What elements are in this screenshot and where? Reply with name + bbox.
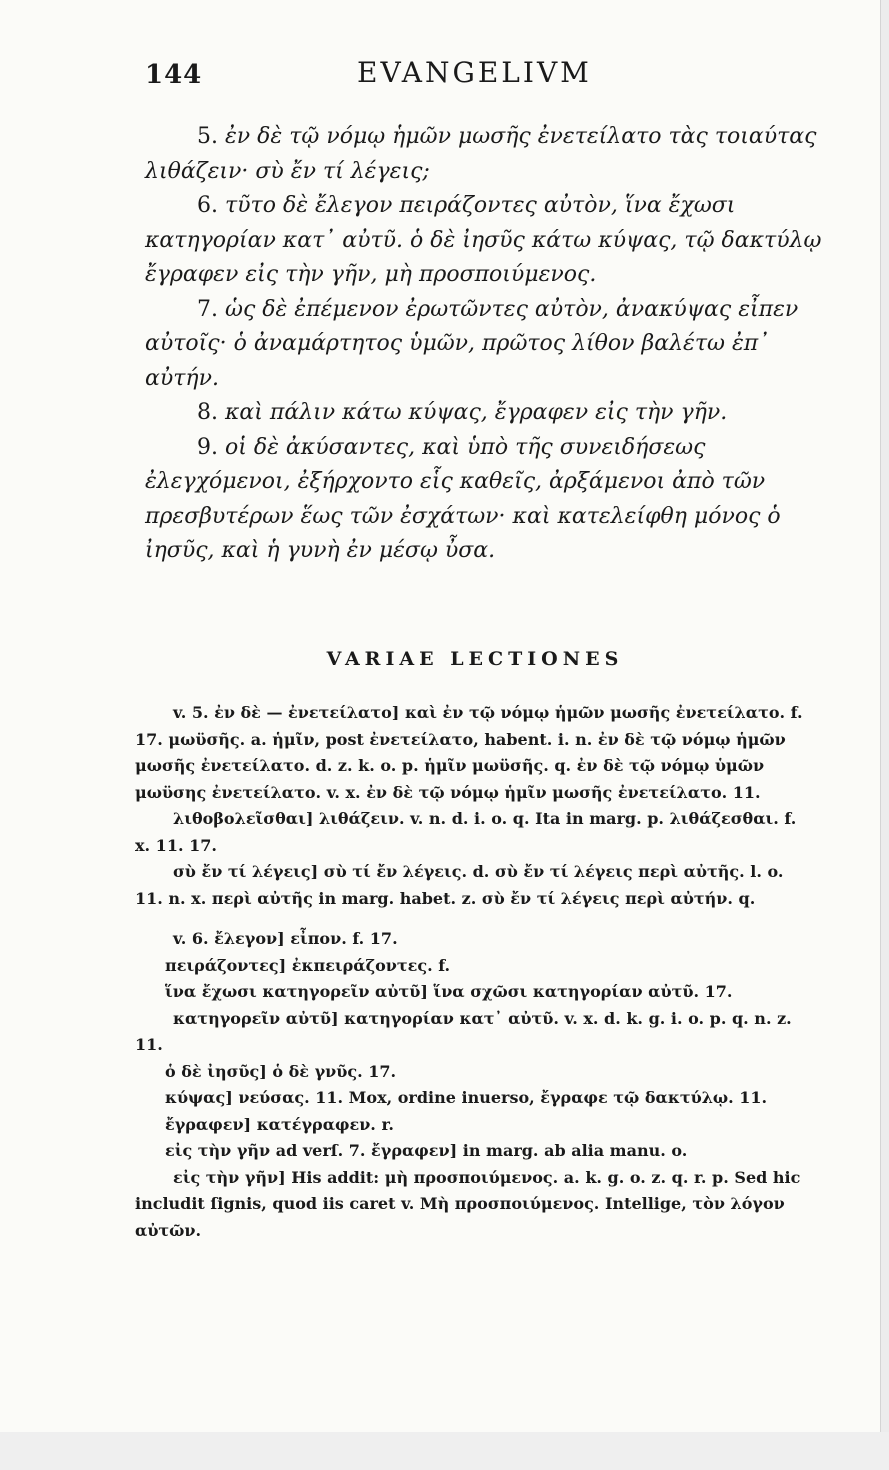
variae-lectiones-heading: VARIAE LECTIONES — [326, 648, 624, 670]
verse-6: 6. τῦτο δὲ ἔλεγον πειράζοντες αὐτὸν, ἵνα ἔχωσι κατηγορίαν κατ᾽ αὐτῦ. ὁ δὲ ἰησῦς κάτω κύψας, τῷ δακτύλῳ ἔγραφεν εἰς τὴν γῆν, μὴ προσποιύμενος. — [145, 193, 822, 287]
viewer-bottom-bar — [0, 1432, 889, 1470]
running-title: EVANGELIVM — [357, 56, 592, 89]
page-header — [145, 56, 805, 92]
variant-reading: v. 6. ἔλεγον] εἶπον. f. 17. — [173, 929, 398, 948]
verse-7: 7. ὡς δὲ ἐπέμενον ἐρωτῶντες αὐτὸν, ἀνακύψας εἶπεν αὐτοῖς· ὁ ἀναμάρτητος ὑμῶν, πρῶτος λίθον βαλέτω ἐπ᾽ αὐτήν. — [145, 296, 799, 391]
page-number: 144 — [145, 60, 203, 90]
verse-8: 8. καὶ πάλιν κάτω κύψας, ἔγραφεν εἰς τὴν γῆν. — [197, 400, 728, 425]
variant-readings — [135, 700, 815, 1244]
verse-5: 5. ἐν δὲ τῷ νόμῳ ἡμῶν μωσῆς ἐνετείλατο τὰς τοιαύτας λιθάζειν· σὺ ἔν τί λέγεις; — [145, 124, 817, 184]
variant-reading: εἰς τὴν γῆν ad verſ. 7. ἔγραφεν] in marg. ab alia manu. o. — [165, 1141, 688, 1160]
variant-reading: ἵνα ἔχωσι κατηγορεῖν αὐτῦ] ἵνα σχῶσι κατηγορίαν αὐτῦ. 17. — [165, 982, 733, 1001]
verse-9: 9. οἱ δὲ ἀκύσαντες, καὶ ὑπὸ τῆς συνειδήσεως ἐλεγχόμενοι, ἐξήρχοντο εἷς καθεῖς, ἀρξάμενοι ἀπὸ τῶν πρεσβυτέρων ἕως τῶν ἐσχάτων· καὶ κατελείφθη μόνος ὁ ἰησῦς, καὶ ἡ γυνὴ ἐν μέσῳ ὖσα. — [145, 434, 781, 563]
variant-reading: πειράζοντες] ἐκπειράζοντες. f. — [165, 955, 451, 975]
greek-text-block — [145, 120, 825, 569]
variant-reading: v. 5. ἐν δὲ — ἐνετείλατο] καὶ ἐν τῷ νόμῳ ἡμῶν μωσῆς ἐνετείλατο. f. 17. μωϋσῆς. a. ἡμῖν, post ἐνετείλατο, habent. i. n. ἐν δὲ τῷ νόμῳ ἡμῶν μωσῆς ἐνετείλατο. d. z. k. o. p. ἡμῖν μωϋσῆς. q. ἐν δὲ τῷ νόμῳ ὑμῶν μωϋσης ἐνετείλατο. v. x. ἐν δὲ τῷ νόμῳ ἡμῖν μωσῆς ἐνετείλατο. 11. — [135, 703, 803, 802]
variant-reading: ἔγραφεν] κατέγραφεν. r. — [165, 1114, 394, 1134]
variant-reading: λιθοβολεῖσθαι] λιθάζειν. v. n. d. i. o. q. Ita in marg. p. λιθάζεσθαι. f. x. 11. 17. — [135, 809, 797, 855]
variant-reading: κατηγορεῖν αὐτῦ] κατηγορίαν κατ᾽ αὐτῦ. v. x. d. k. g. i. o. p. q. n. z. 11. — [135, 1008, 792, 1054]
variant-reading: εἰς τὴν γῆν] His addit: μὴ προσποιύμενος. a. k. g. o. z. q. r. p. Sed hic includit ſignis, quod iis caret v. Μὴ προσποιύμενος. Intellige, τὸν λόγον αὐτῶν. — [135, 1167, 801, 1240]
variant-reading: ὁ δὲ ἰησῦς] ὁ δὲ γνῦς. 17. — [165, 1061, 397, 1081]
variant-reading: κύψας] νεύσας. 11. Mox, ordine inuerso, ἔγραφε τῷ δακτύλῳ. 11. — [165, 1088, 768, 1107]
variant-reading: σὺ ἔν τί λέγεις] σὺ τί ἔν λέγεις. d. σὺ ἔν τί λέγεις περὶ αὐτῆς. l. o. 11. n. x. περὶ αὐτῆς in marg. habet. z. σὺ ἔν τί λέγεις περὶ αὐτήν. q. — [135, 862, 784, 908]
